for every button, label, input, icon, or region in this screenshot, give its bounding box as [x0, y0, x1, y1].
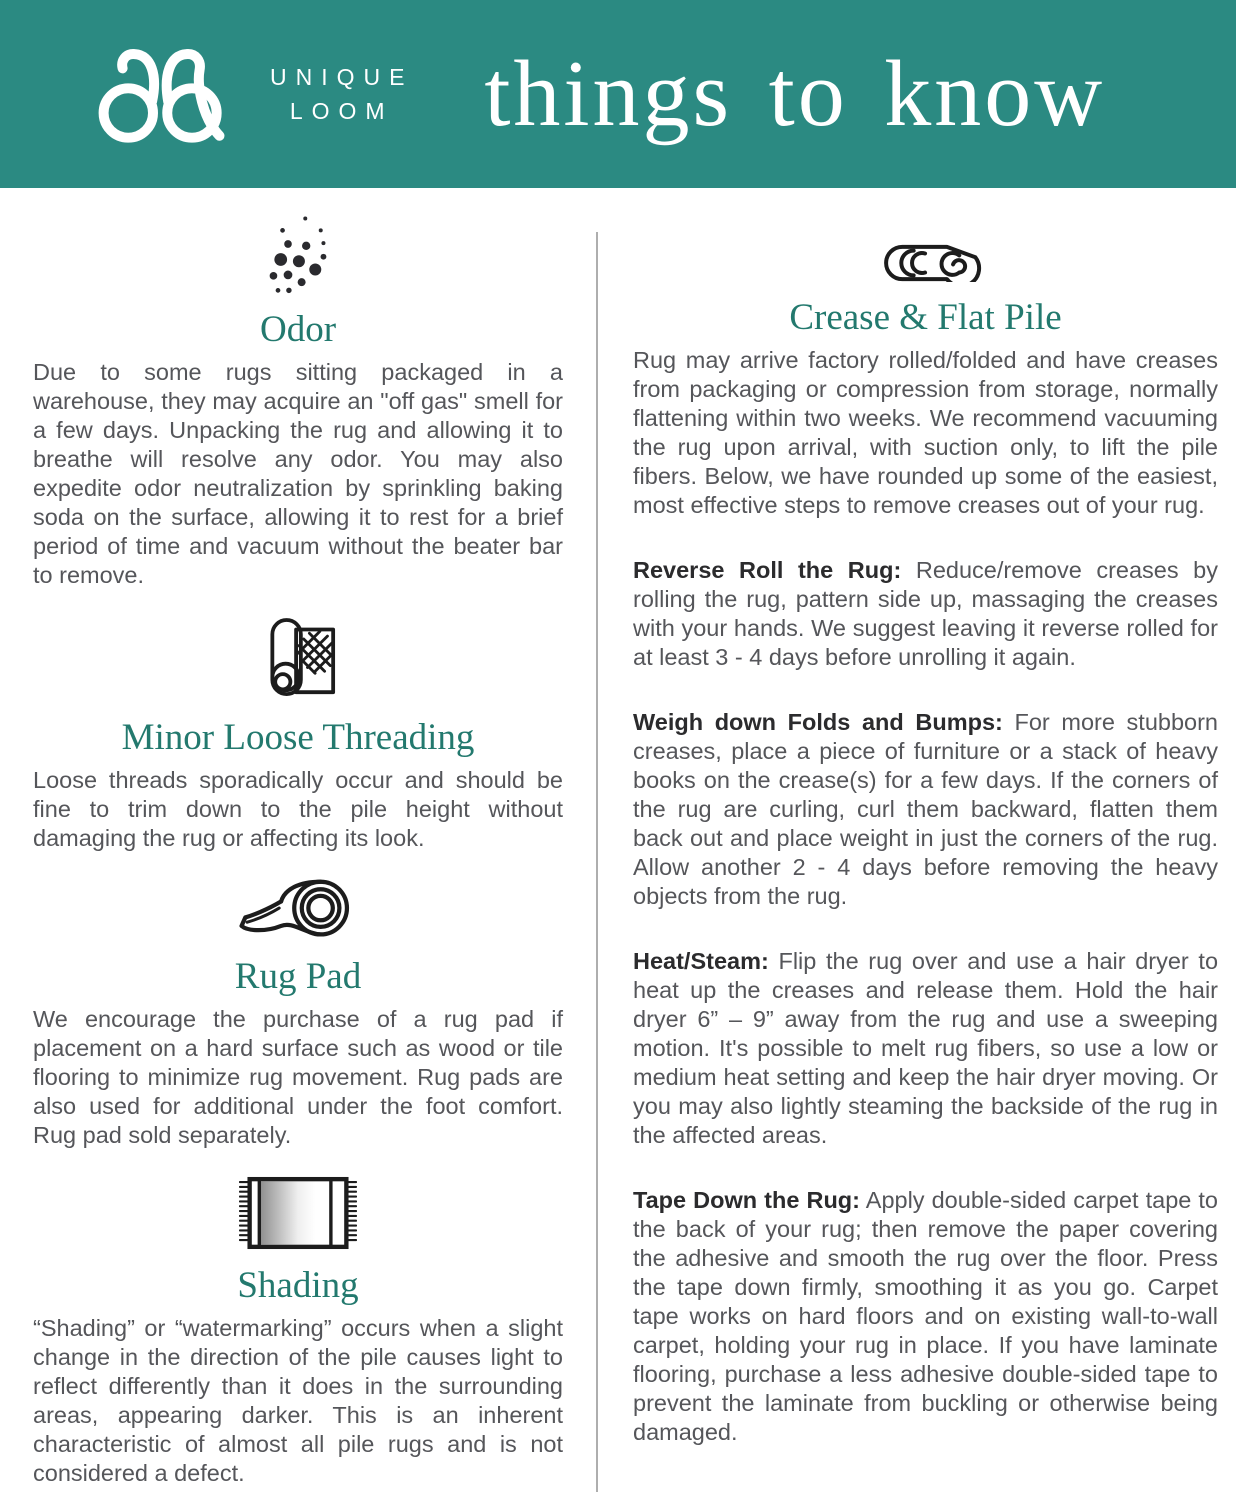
section-heading: Odor: [259, 309, 337, 350]
section-heading: Rug Pad: [234, 956, 362, 997]
tip-label: Heat/Steam:: [633, 948, 769, 974]
tip-text: For more stubborn creases, place a piece of furniture or a stack of heavy books on the crease(s) for a few days. If the corners of the rug are curling, curl them backward, flatten them back out and place weight in just the corners of the rug. Allow another 2 - 4 days before removing the heavy objects from the rug.: [633, 709, 1219, 909]
section-body: We encourage the purchase of a rug pad if placement on a hard surface such as wood or tile flooring to minimize rug movement. Rug pads are also used for additional under the foot comfort. Rug pad sold separately.: [33, 1006, 563, 1148]
header-banner: [0, 0, 1236, 188]
section-body: Due to some rugs sitting packaged in a warehouse, they may acquire an "off gas" smell for a few days. Unpacking the rug and allowing it to breathe will resolve any odor. You may also expedite odor neutralization by sprinkling baking soda on the surface, allowing it to rest for a brief period of time and vacuum without the beater bar to remove.: [33, 359, 563, 588]
tip-heat-steam: [633, 947, 1218, 1150]
section-heading: Crease & Flat Pile: [789, 297, 1062, 338]
tip-text: Apply double-sided carpet tape to the back of your rug; then remove the paper covering the adhesive and smooth the rug over the floor. Press the tape down firmly, smoothing it as you go. Carpet tape works on hard floors and on existing wall-to-wall carpet, holding your rug in place. If you have laminate flooring, purchase a less adhesive double-sided tape to prevent the laminate from buckling or otherwise being damaged.: [633, 1187, 1218, 1445]
tip-label: Tape Down the Rug:: [633, 1187, 860, 1213]
content-area: [0, 188, 1236, 1500]
section-crease-flat-pile: [633, 242, 1218, 520]
brand-wordmark: [270, 60, 413, 128]
tip-tape-down: [633, 1186, 1218, 1447]
tip-reverse-roll: [633, 556, 1218, 672]
rolled-rug-side-icon: [865, 244, 987, 282]
section-body: “Shading” or “watermarking” occurs when a slight change in the direction of the pile causes light to reflect differently than it does in the surrounding areas, appearing darker. This is an inherent characteristic of almost all pile rugs and is not considered a defect.: [33, 1315, 563, 1486]
brand-logo: [96, 42, 413, 146]
section-minor-loose-threading: [33, 612, 563, 853]
section-heading: Shading: [237, 1265, 359, 1306]
brand-line-1: UNIQUE: [270, 64, 414, 90]
tip-label: Reverse Roll the Rug:: [633, 557, 902, 583]
shaded-rug-fringe-icon: [239, 1176, 357, 1250]
section-shading: [33, 1172, 563, 1488]
rolled-rug-lattice-icon: [260, 614, 336, 702]
page-title: things to know: [484, 42, 1106, 146]
section-odor: [33, 212, 563, 590]
left-column: [33, 188, 563, 1500]
column-divider: [596, 232, 598, 1492]
rug-pad-roll-icon: [237, 877, 359, 941]
section-body: Loose threads sporadically occur and should be fine to trim down to the pile height without damaging the rug or affecting its look.: [33, 767, 563, 851]
tip-weigh-down: [633, 708, 1218, 911]
tip-text: Reduce/remove creases by rolling the rug, pattern side up, massaging the creases with your hands. We suggest leaving it reverse rolled for at least 3 - 4 days before unrolling it again.: [633, 557, 1218, 670]
odor-particles-icon: [254, 214, 342, 294]
tip-text: Flip the rug over and use a hair dryer to heat up the creases and release them. Hold the hair dryer 6” – 9” away from the rug and use a sweeping motion. It's possible to melt rug fibers, so use a low or medium heat setting and keep the hair dryer moving. Or you may also lightly steaming the backside of the rug in the affected areas.: [633, 948, 1219, 1148]
unique-loom-logo-icon: [96, 42, 248, 146]
section-body: Rug may arrive factory rolled/folded and have creases from packaging or compression from storage, normally flattening within two weeks. We recommend vacuuming the rug upon arrival, with suction only, to lift the pile fibers. Below, we have rounded up some of the easiest, most effective steps to remove creases out of your rug.: [633, 347, 1218, 518]
section-rug-pad: [33, 875, 563, 1150]
tip-label: Weigh down Folds and Bumps:: [633, 709, 1003, 735]
right-column: [633, 188, 1218, 1500]
brand-line-2: LOOM: [289, 98, 394, 124]
section-heading: Minor Loose Threading: [121, 717, 475, 758]
